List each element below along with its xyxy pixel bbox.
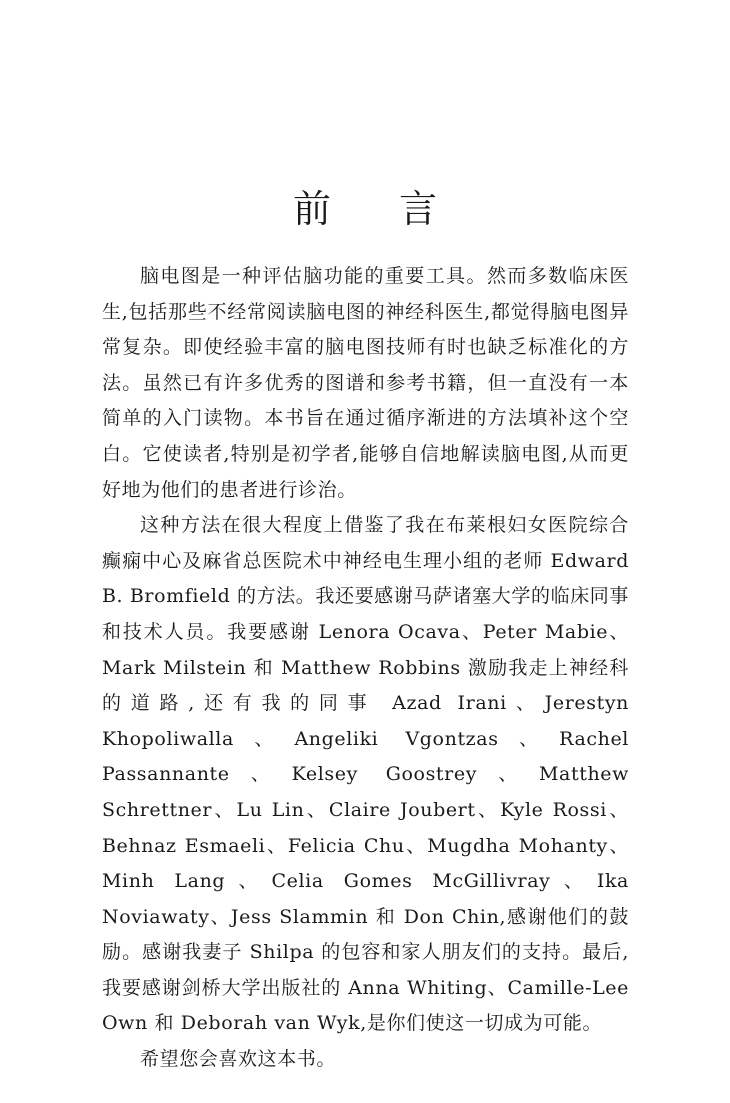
paragraph-acknowledgements: 这种方法在很大程度上借鉴了我在布莱根妇女医院综合癫痫中心及麻省总医院术中神经电生理小组的老师 Edward B. Bromfield 的方法。我还要感谢马萨诸塞大学的临床同事和技术人员。我要感谢 Lenora Ocava、Peter Mabie、Mark Milstein 和 Matthew Robbins 激励我走上神经科的道路,还有我的同事 Azad Irani、Jerestyn Khopoliwalla、Angeliki Vgontzas、Rachel Passannante、Kelsey Goostrey、Matthew Schrettner、Lu Lin、Claire Joubert、Kyle Rossi、Behnaz Esmaeli、Felicia Chu、Mugdha Mohanty、Minh Lang、Celia Gomes McGillivray、Ika Noviawaty、Jess Slammin 和 Don Chin,感谢他们的鼓励。感谢我妻子 Shilpa 的包容和家人朋友们的支持。最后,我要感谢剑桥大学出版社的 Anna Whiting、Camille-Lee Own 和 Deborah van Wyk,是你们使这一切成为可能。 (102, 514, 629, 1035)
paragraph-closing: 希望您会喜欢这本书。 (140, 1048, 337, 1071)
paragraph-intro: 脑电图是一种评估脑功能的重要工具。然而多数临床医生,包括那些不经常阅读脑电图的神经科医生,都觉得脑电图异常复杂。即使经验丰富的脑电图技师有时也缺乏标准化的方法。虽然已有许多优秀的图谱和参考书籍，但一直没有一本简单的入门读物。本书旨在通过循序渐进的方法填补这个空白。它使读者,特别是初学者,能够自信地解读脑电图,从而更好地为他们的患者进行诊治。 (102, 265, 629, 501)
page-title: 前 言 (292, 187, 466, 232)
preface-body (102, 259, 629, 1078)
